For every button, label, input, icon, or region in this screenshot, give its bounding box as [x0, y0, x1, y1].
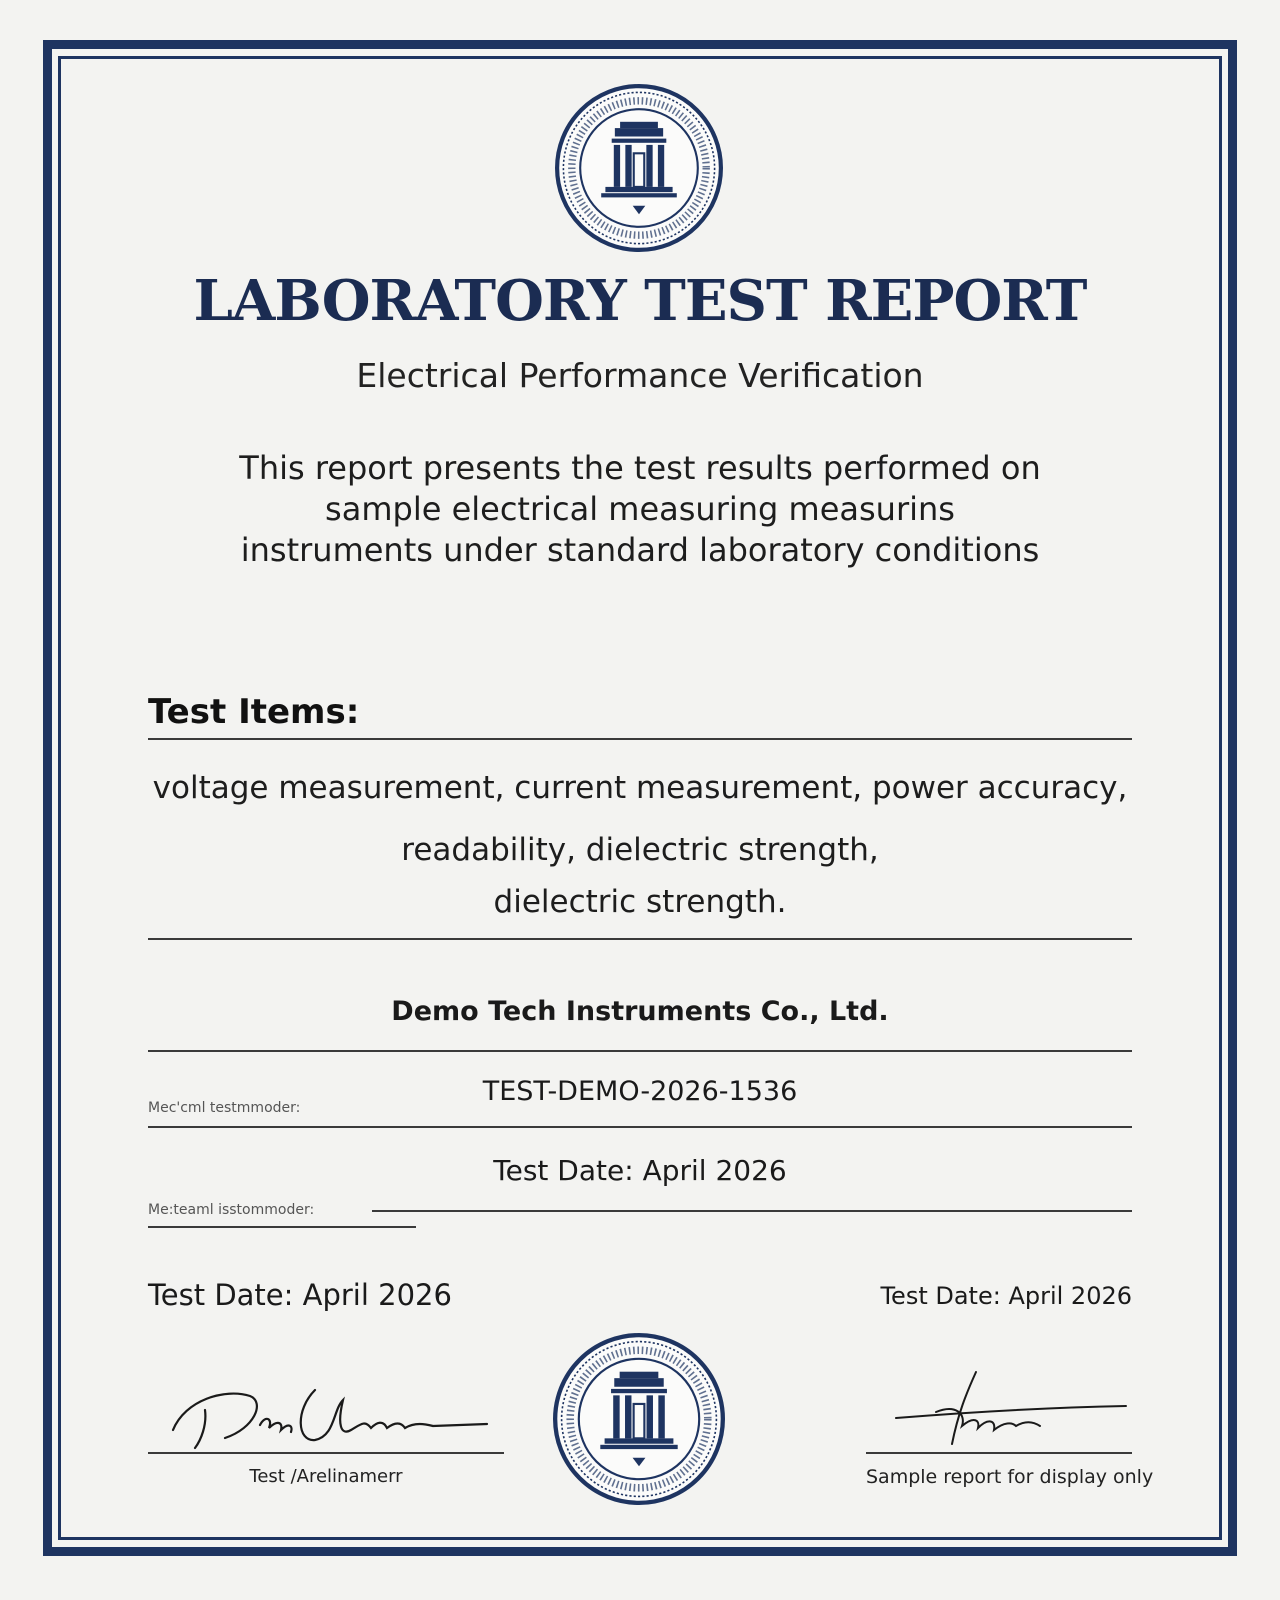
laboratory-seal-icon [553, 1333, 725, 1505]
intro-paragraph [160, 448, 1120, 571]
test-date-right: Test Date: April 2026 [880, 1282, 1132, 1310]
report-title: LABORATORY TEST REPORT [193, 268, 1087, 334]
test-items-line: voltage measurement, current measurement, power accuracy, [152, 770, 1128, 806]
signature-line [866, 1452, 1132, 1454]
divider [148, 738, 1132, 740]
intro-line: sample electrical measuring measurins [325, 490, 955, 528]
field-label: Me:teaml isstommoder: [148, 1202, 315, 1218]
report-subtitle: Electrical Performance Verification [356, 356, 924, 395]
report-number: TEST-DEMO-2026-1536 [482, 1076, 798, 1107]
intro-line: This report presents the test results performed on [239, 449, 1041, 487]
field-label: Mec'cml testmmoder: [148, 1100, 301, 1116]
divider [148, 1050, 1132, 1052]
test-date: Test Date: April 2026 [493, 1154, 787, 1187]
laboratory-seal-icon [555, 84, 723, 252]
divider [372, 1210, 1132, 1212]
signature-right [866, 1364, 1130, 1454]
signature-left-caption: Test /Arelinamerr [249, 1466, 403, 1487]
divider [148, 1126, 1132, 1128]
signature-left [165, 1370, 495, 1460]
signature-line [148, 1452, 504, 1454]
signature-right-caption: Sample report for display only [866, 1466, 1154, 1488]
company-name: Demo Tech Instruments Co., Ltd. [391, 996, 889, 1027]
divider [148, 938, 1132, 940]
test-date-left: Test Date: April 2026 [148, 1278, 452, 1312]
test-items-heading: Test Items: [148, 692, 360, 732]
test-items-line: readability, dielectric strength, [401, 832, 879, 868]
divider [148, 1226, 416, 1228]
test-items-line: dielectric strength. [493, 884, 787, 920]
intro-line: instruments under standard laboratory conditions [240, 531, 1040, 569]
